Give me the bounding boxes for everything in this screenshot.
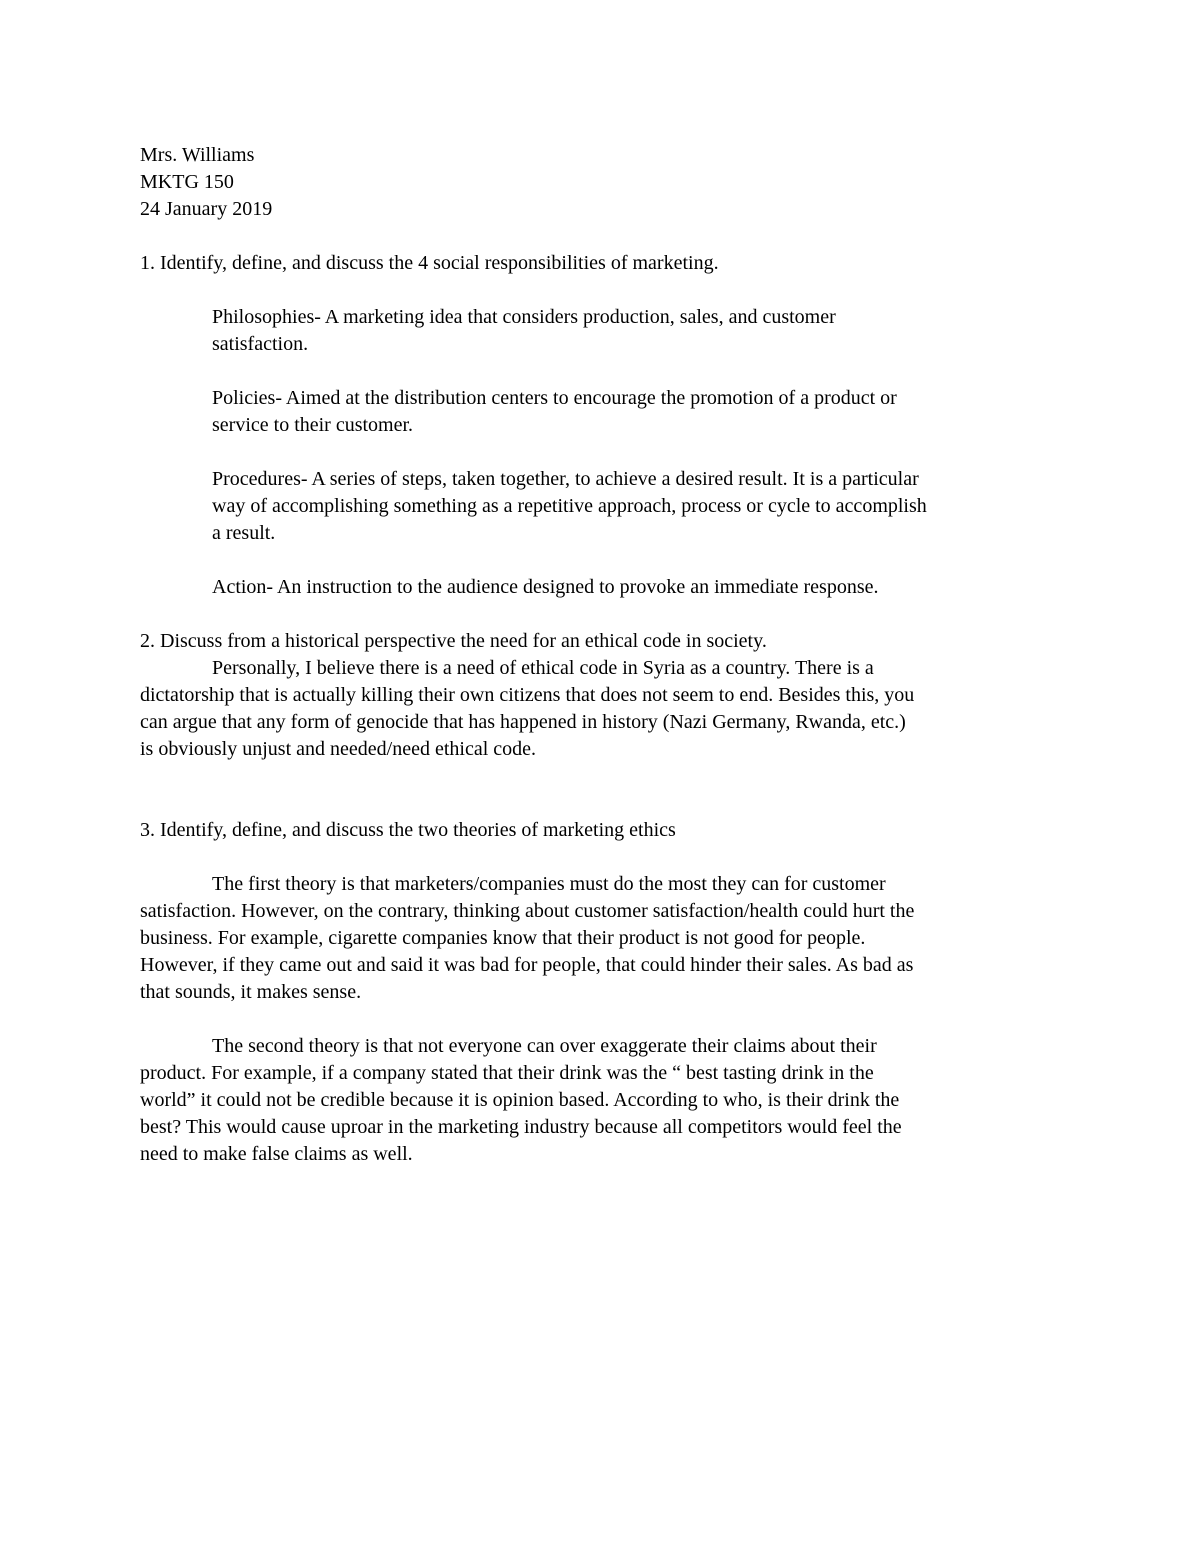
q1-definitions <box>140 304 1062 601</box>
definition-line: Policies- Aimed at the distribution centers to encourage the promotion of a product or <box>212 387 897 409</box>
question-3: 3. Identify, define, and discuss the two theories of marketing ethics <box>140 819 676 841</box>
answer-line: satisfaction. However, on the contrary, thinking about customer satisfaction/health could hurt the <box>140 900 915 922</box>
document-date: 24 January 2019 <box>140 198 273 220</box>
answer-line: need to make false claims as well. <box>140 1143 413 1165</box>
definition-line: satisfaction. <box>212 333 309 355</box>
course-code: MKTG 150 <box>140 171 234 193</box>
answer-line: dictatorship that is actually killing their own citizens that does not seem to end. Besides this, you <box>140 684 915 706</box>
answer-line: However, if they came out and said it was bad for people, that could hinder their sales. As bad as <box>140 954 914 976</box>
answer-line: The second theory is that not everyone can over exaggerate their claims about their <box>212 1035 877 1057</box>
teacher-name: Mrs. Williams <box>140 144 255 166</box>
answer-line: best? This would cause uproar in the marketing industry because all competitors would feel the <box>140 1116 902 1138</box>
definition-line: a result. <box>212 522 276 544</box>
answer-line: business. For example, cigarette companies know that their product is not good for people. <box>140 927 866 949</box>
definition-line: Procedures- A series of steps, taken together, to achieve a desired result. It is a particular <box>212 468 919 490</box>
question-1: 1. Identify, define, and discuss the 4 social responsibilities of marketing. <box>140 252 719 274</box>
definition-procedures <box>212 466 1062 547</box>
answer-line: is obviously unjust and needed/need ethical code. <box>140 738 537 760</box>
definition-line: Action- An instruction to the audience designed to provoke an immediate response. <box>212 576 879 598</box>
answer-line: Personally, I believe there is a need of ethical code in Syria as a country. There is a <box>212 657 874 679</box>
document-body <box>140 142 1062 1168</box>
answer-line: product. For example, if a company stated that their drink was the “ best tasting drink in the <box>140 1062 874 1084</box>
answer-line: world” it could not be credible because it is opinion based. According to who, is their drink the <box>140 1089 900 1111</box>
definition-line: way of accomplishing something as a repetitive approach, process or cycle to accomplish <box>212 495 927 517</box>
definition-line: Philosophies- A marketing idea that considers production, sales, and customer <box>212 306 836 328</box>
answer-line: that sounds, it makes sense. <box>140 981 362 1003</box>
answer-line: can argue that any form of genocide that has happened in history (Nazi Germany, Rwanda, etc.) <box>140 711 906 733</box>
question-2: 2. Discuss from a historical perspective the need for an ethical code in society. <box>140 630 767 652</box>
answer-3-theory-2 <box>140 1033 1062 1168</box>
answer-3-theory-1 <box>140 871 1062 1006</box>
definition-action <box>212 574 1062 601</box>
definition-line: service to their customer. <box>212 414 414 436</box>
definition-philosophies <box>212 304 1062 358</box>
definition-policies <box>212 385 1062 439</box>
answer-2 <box>140 655 1062 763</box>
answer-line: The first theory is that marketers/companies must do the most they can for customer <box>212 873 886 895</box>
